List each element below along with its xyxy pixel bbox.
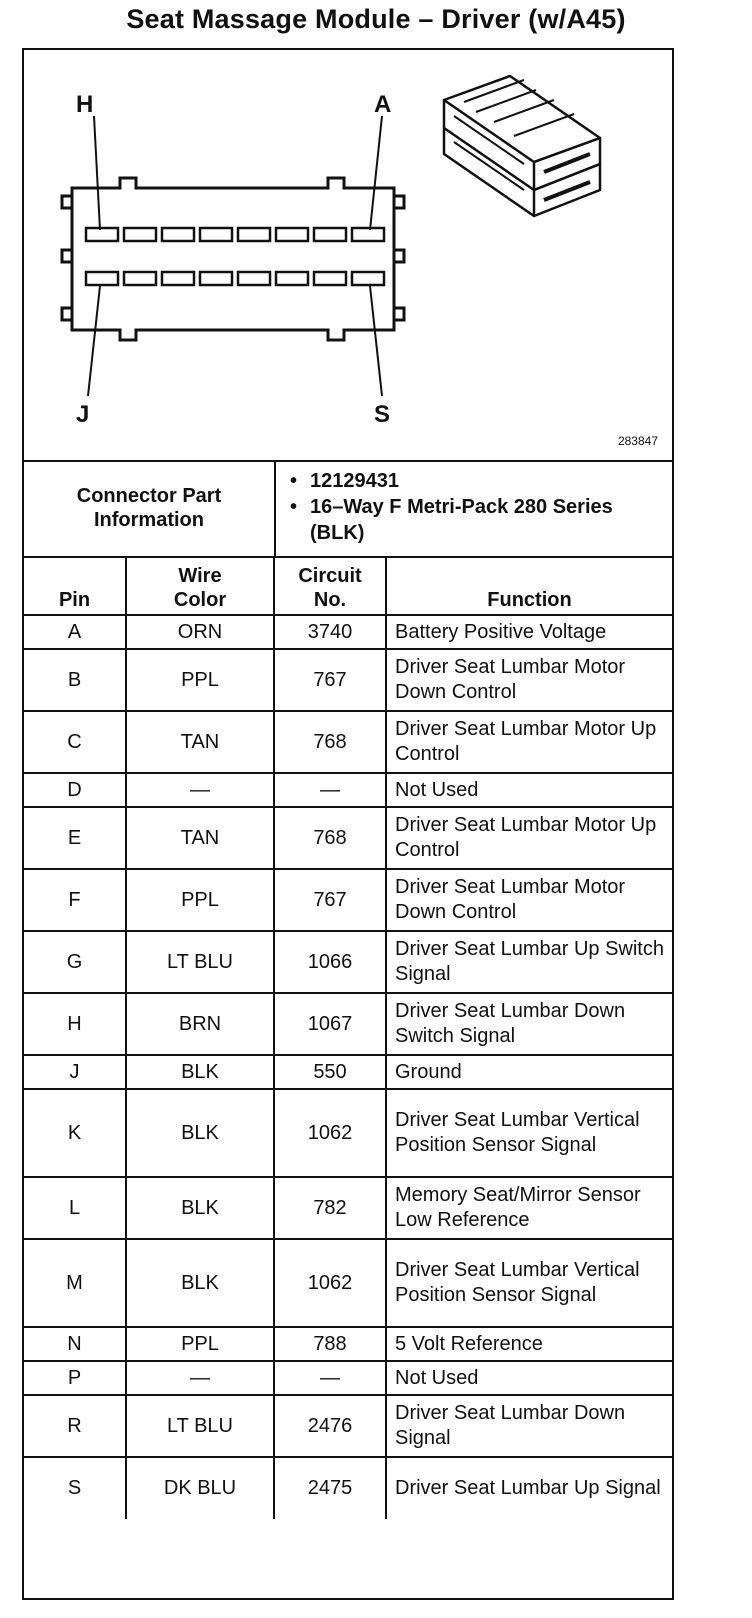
wire-color-cell: BLK <box>126 1239 274 1327</box>
header-pin: Pin <box>24 556 126 615</box>
pin-cell: L <box>24 1177 126 1239</box>
wire-color-cell: — <box>126 1361 274 1395</box>
pin-cell: B <box>24 649 126 711</box>
connector-info-label <box>24 460 276 556</box>
pin-cavity <box>314 228 346 241</box>
circuit-cell: 767 <box>274 649 386 711</box>
pin-cavity <box>162 228 194 241</box>
header-function: Function <box>386 556 672 615</box>
pin-leader-lines <box>88 116 382 396</box>
connector-description: • 16–Way F Metri-Pack 280 Series (BLK) <box>290 494 640 546</box>
function-cell: Battery Positive Voltage <box>386 615 672 649</box>
function-cell: Driver Seat Lumbar Down Switch Signal <box>386 993 672 1055</box>
function-cell: Driver Seat Lumbar Up Signal <box>386 1457 672 1519</box>
function-cell: Memory Seat/Mirror Sensor Low Reference <box>386 1177 672 1239</box>
table-row <box>24 869 672 931</box>
connector-part-info <box>24 460 672 558</box>
wire-color-cell: BRN <box>126 993 274 1055</box>
circuit-cell: 788 <box>274 1327 386 1361</box>
circuit-cell: — <box>274 773 386 807</box>
pin-cavity <box>162 272 194 285</box>
table-row <box>24 1239 672 1327</box>
table-row <box>24 615 672 649</box>
pinout-header-row <box>24 556 672 615</box>
wire-color-cell: LT BLU <box>126 1395 274 1457</box>
table-row <box>24 1457 672 1519</box>
function-cell: Driver Seat Lumbar Vertical Position Sensor Signal <box>386 1239 672 1327</box>
wire-color-cell: — <box>126 773 274 807</box>
table-row <box>24 1177 672 1239</box>
function-cell: Driver Seat Lumbar Motor Up Control <box>386 711 672 773</box>
circuit-cell: 2476 <box>274 1395 386 1457</box>
function-cell: Ground <box>386 1055 672 1089</box>
table-row <box>24 1055 672 1089</box>
circuit-cell: 1062 <box>274 1089 386 1177</box>
pinout-table <box>24 556 672 1519</box>
table-row <box>24 773 672 807</box>
pin-cavity <box>352 228 384 241</box>
function-cell: Driver Seat Lumbar Motor Up Control <box>386 807 672 869</box>
wire-color-cell: BLK <box>126 1089 274 1177</box>
wire-color-cell: BLK <box>126 1177 274 1239</box>
function-cell: Not Used <box>386 773 672 807</box>
pin-cell: G <box>24 931 126 993</box>
circuit-cell: 1066 <box>274 931 386 993</box>
circuit-cell: 550 <box>274 1055 386 1089</box>
pin-cell: A <box>24 615 126 649</box>
connector-housing-3d-icon <box>444 76 600 216</box>
connector-outline <box>62 178 404 340</box>
circuit-cell: 782 <box>274 1177 386 1239</box>
function-cell: Driver Seat Lumbar Down Signal <box>386 1395 672 1457</box>
pin-cell: D <box>24 773 126 807</box>
circuit-cell: 2475 <box>274 1457 386 1519</box>
circuit-cell: — <box>274 1361 386 1395</box>
pin-cavities <box>86 228 384 285</box>
pin-cavity <box>124 272 156 285</box>
pin-cavity <box>86 228 118 241</box>
pin-cell: J <box>24 1055 126 1089</box>
pin-cell: P <box>24 1361 126 1395</box>
connector-document-frame <box>22 48 674 1600</box>
pin-cavity <box>200 228 232 241</box>
pin-cavity <box>238 272 270 285</box>
table-row <box>24 649 672 711</box>
pin-cell: E <box>24 807 126 869</box>
wire-color-cell: TAN <box>126 711 274 773</box>
wire-color-cell: PPL <box>126 869 274 931</box>
circuit-cell: 767 <box>274 869 386 931</box>
pin-cell: R <box>24 1395 126 1457</box>
pin-label-h: H <box>76 91 94 118</box>
table-row <box>24 1089 672 1177</box>
function-cell: Driver Seat Lumbar Motor Down Control <box>386 869 672 931</box>
pin-cell: C <box>24 711 126 773</box>
circuit-cell: 1062 <box>274 1239 386 1327</box>
pin-cell: F <box>24 869 126 931</box>
pin-label-s: S <box>374 401 391 428</box>
wire-color-cell: LT BLU <box>126 931 274 993</box>
function-cell: Driver Seat Lumbar Vertical Position Sensor Signal <box>386 1089 672 1177</box>
pin-label-j: J <box>76 401 90 428</box>
page-title: Seat Massage Module – Driver (w/A45) <box>126 4 626 34</box>
connector-face-diagram <box>24 50 672 462</box>
pin-cell: M <box>24 1239 126 1327</box>
pin-cavity <box>124 228 156 241</box>
circuit-cell: 768 <box>274 711 386 773</box>
wire-color-cell: TAN <box>126 807 274 869</box>
wire-color-cell: PPL <box>126 1327 274 1361</box>
function-cell: Not Used <box>386 1361 672 1395</box>
connector-part-number: • 12129431 <box>290 468 640 494</box>
circuit-cell: 1067 <box>274 993 386 1055</box>
connector-info-label-line1: Connector Part <box>76 485 222 507</box>
pin-cavity <box>86 272 118 285</box>
pin-cavity <box>238 228 270 241</box>
circuit-cell: 768 <box>274 807 386 869</box>
function-cell: Driver Seat Lumbar Motor Down Control <box>386 649 672 711</box>
circuit-cell: 3740 <box>274 615 386 649</box>
header-circuit-no: Circuit No. <box>274 556 386 615</box>
pin-cell: K <box>24 1089 126 1177</box>
pin-cell: H <box>24 993 126 1055</box>
table-row <box>24 993 672 1055</box>
pin-cavity <box>200 272 232 285</box>
pin-cell: N <box>24 1327 126 1361</box>
pin-cavity <box>314 272 346 285</box>
table-row <box>24 1395 672 1457</box>
function-cell: 5 Volt Reference <box>386 1327 672 1361</box>
wire-color-cell: DK BLU <box>126 1457 274 1519</box>
pin-cavity <box>276 272 308 285</box>
wire-color-cell: PPL <box>126 649 274 711</box>
function-cell: Driver Seat Lumbar Up Switch Signal <box>386 931 672 993</box>
wire-color-cell: BLK <box>126 1055 274 1089</box>
pin-cavity <box>276 228 308 241</box>
pin-cell: S <box>24 1457 126 1519</box>
table-row <box>24 1327 672 1361</box>
pin-label-a: A <box>374 91 392 118</box>
connector-info-label-line2: Information <box>94 509 204 531</box>
table-row <box>24 931 672 993</box>
figure-id: 283847 <box>617 434 658 448</box>
table-row <box>24 1361 672 1395</box>
connector-face-drawing <box>24 50 672 460</box>
table-row <box>24 711 672 773</box>
pin-cavity <box>352 272 384 285</box>
table-row <box>24 807 672 869</box>
wire-color-cell: ORN <box>126 615 274 649</box>
connector-info-list <box>290 468 640 546</box>
header-wire-color: Wire Color <box>126 556 274 615</box>
